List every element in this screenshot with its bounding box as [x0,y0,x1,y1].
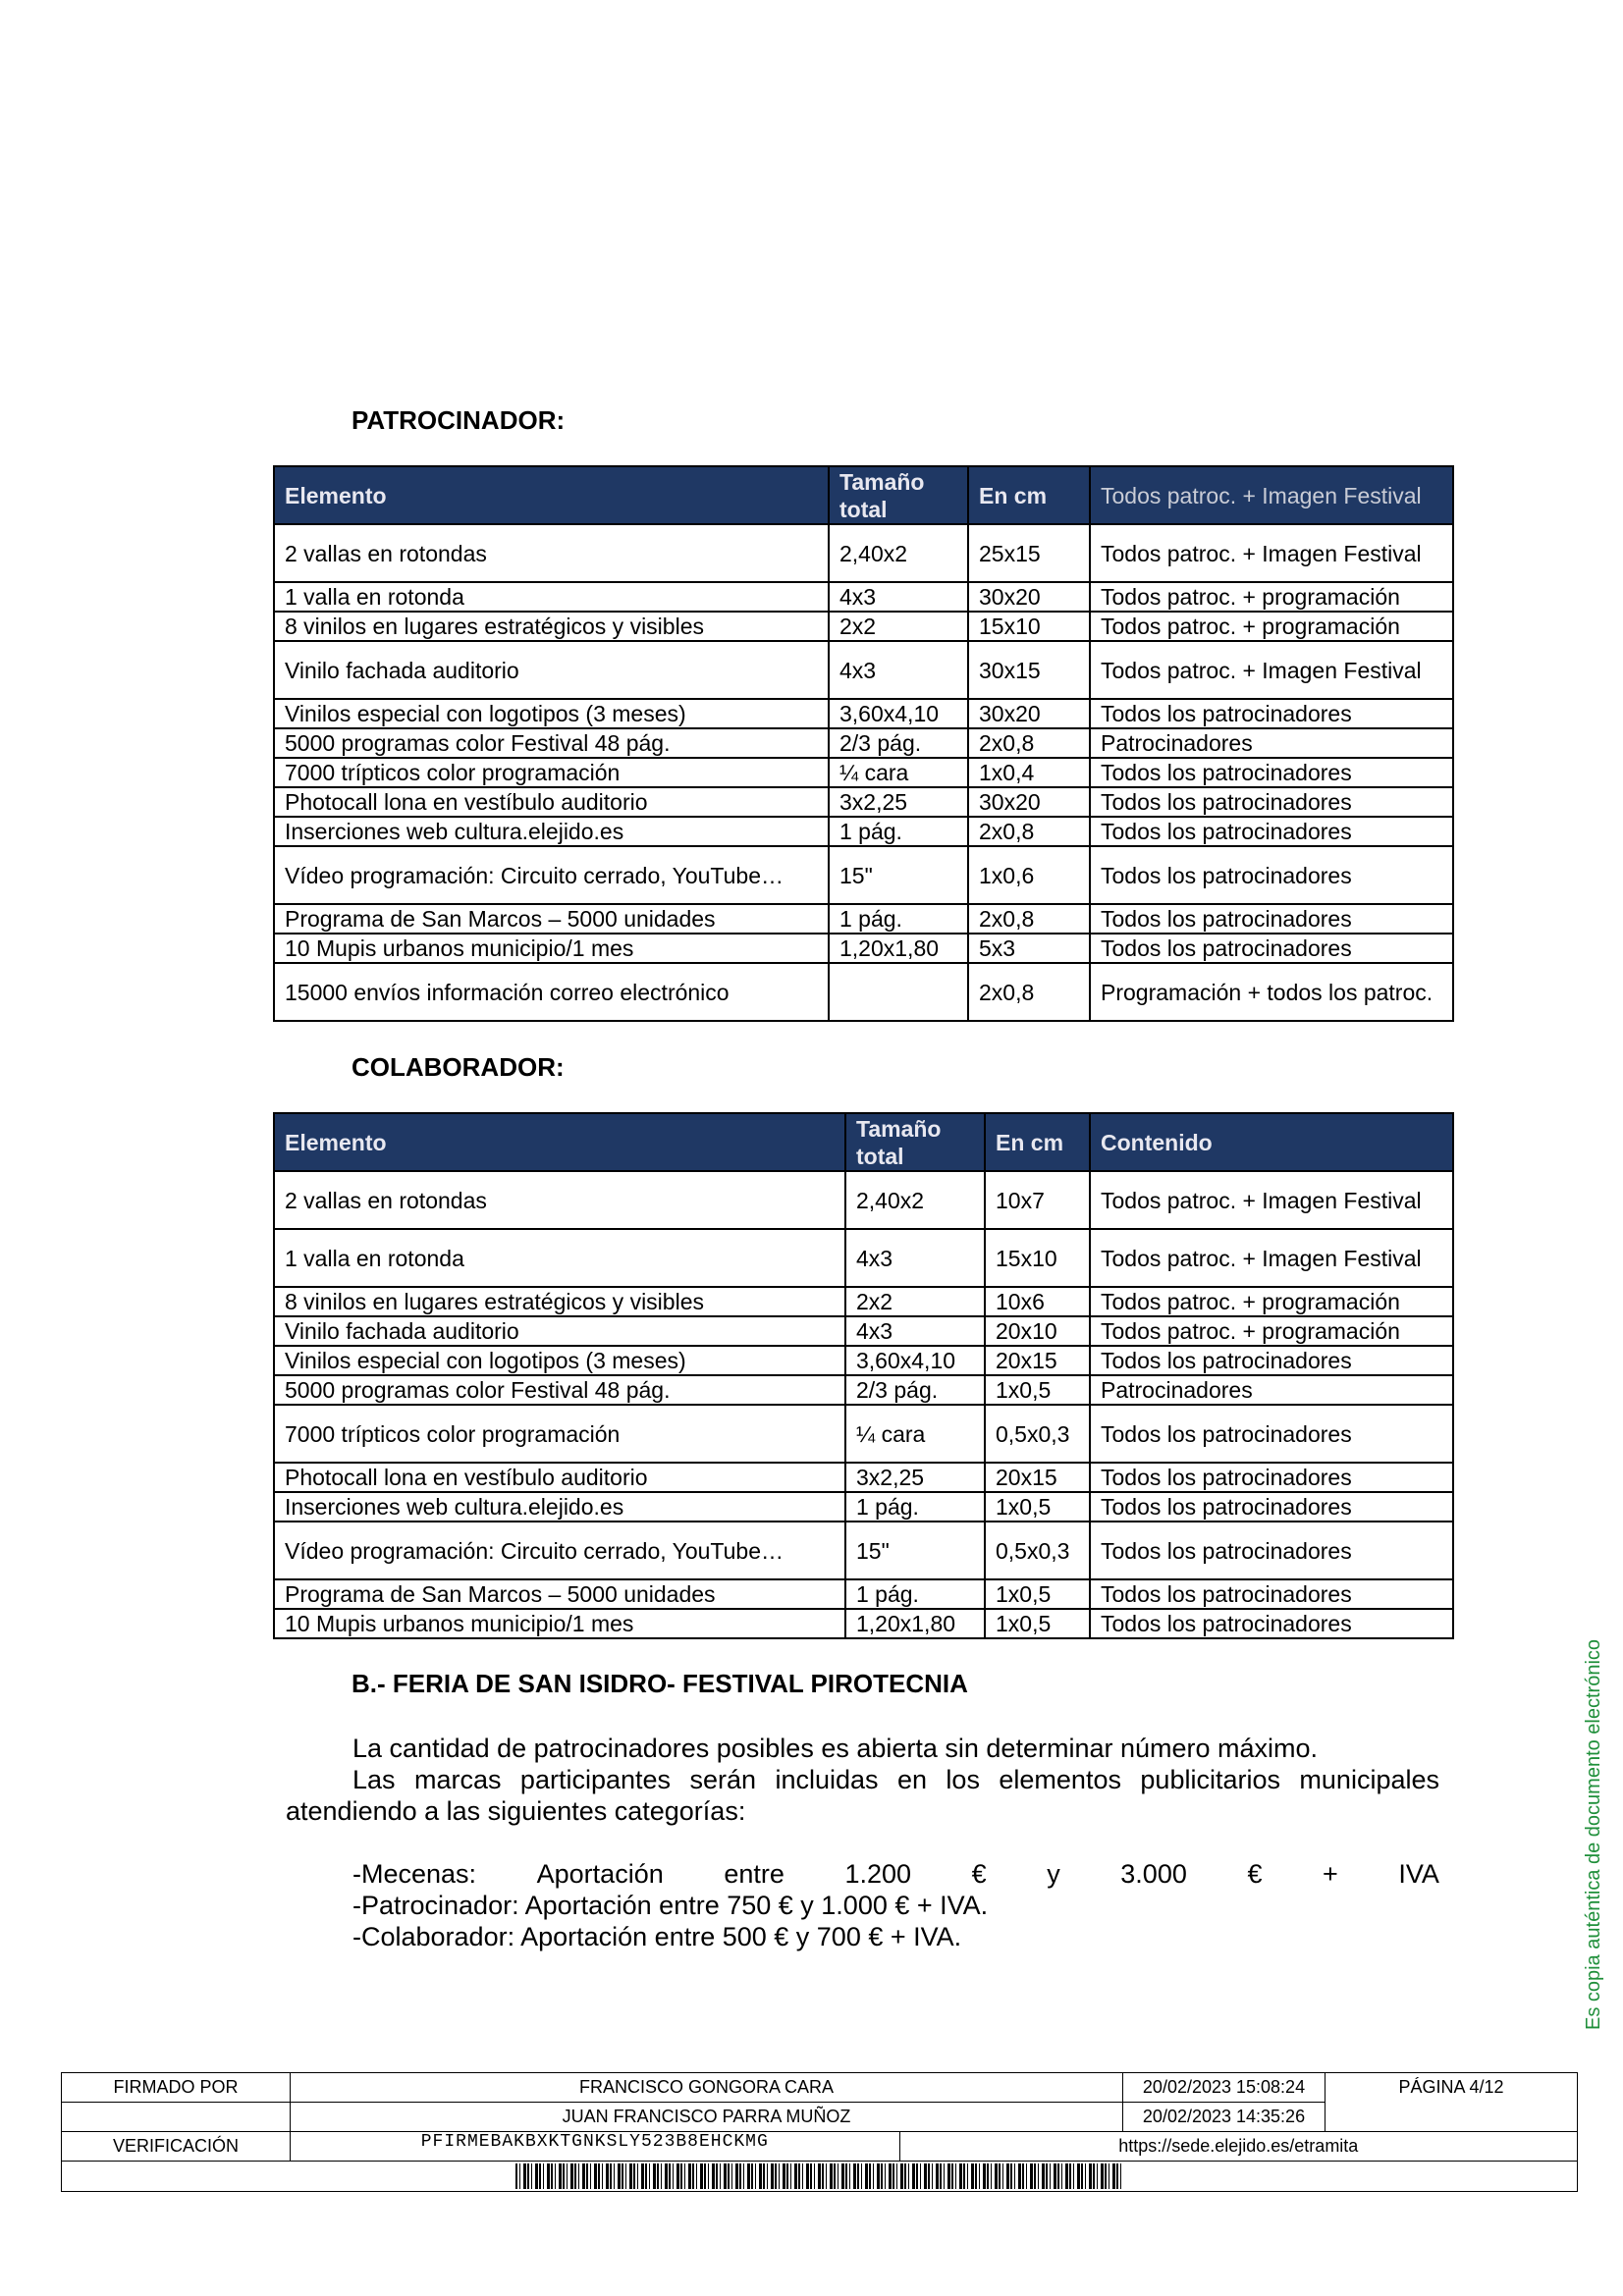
cell-contenido: Todos los patrocinadores [1090,1492,1453,1522]
cell-en-cm: 15x10 [985,1229,1090,1287]
cell-tamano: ¼ cara [845,1405,985,1463]
cell-contenido: Todos los patrocinadores [1090,1579,1453,1609]
firmado-por-label: FIRMADO POR [62,2073,291,2103]
table-row [274,1171,1453,1229]
cell-en-cm: 10x7 [985,1171,1090,1229]
table-row [274,1405,1453,1463]
cell-contenido: Todos los patrocinadores [1090,699,1453,728]
cell-en-cm: 0,5x0,3 [985,1405,1090,1463]
cell-elemento: Photocall lona en vestíbulo auditorio [274,787,829,817]
cell-contenido: Todos patroc. + programación [1090,612,1453,641]
cell-en-cm: 30x15 [968,641,1090,699]
date-2: 20/02/2023 14:35:26 [1123,2103,1325,2132]
table-row [274,612,1453,641]
cell-tamano: ¼ cara [829,758,968,787]
verification-url[interactable]: https://sede.elejido.es/etramita [899,2132,1577,2161]
cell-contenido: Todos los patrocinadores [1090,1522,1453,1579]
cell-contenido: Todos patroc. + Imagen Festival [1090,641,1453,699]
section-b-title: B.- FERIA DE SAN ISIDRO- FESTIVAL PIROTECNIA [352,1669,968,1698]
mecenas-word: € [1247,1859,1263,1889]
cell-en-cm: 2x0,8 [968,963,1090,1021]
cell-tamano: 1 pág. [829,817,968,846]
header-contenido: Todos patroc. + Imagen Festival [1090,466,1453,524]
cell-tamano: 1 pág. [829,904,968,934]
mecenas-word: IVA [1398,1859,1439,1889]
cell-contenido: Todos los patrocinadores [1090,1405,1453,1463]
patrocinador-table [273,465,1454,1022]
cell-elemento: Inserciones web cultura.elejido.es [274,1492,845,1522]
cell-tamano: 1 pág. [845,1492,985,1522]
cell-en-cm: 20x10 [985,1316,1090,1346]
cell-en-cm: 2x0,8 [968,904,1090,934]
table-row [274,1346,1453,1375]
table-row [274,1522,1453,1579]
cell-elemento: 15000 envíos información correo electrónico [274,963,829,1021]
cell-contenido: Todos patroc. + programación [1090,582,1453,612]
cell-elemento: 10 Mupis urbanos municipio/1 mes [274,934,829,963]
header-en-cm: En cm [985,1113,1090,1171]
cell-elemento: Inserciones web cultura.elejido.es [274,817,829,846]
cell-elemento: 2 vallas en rotondas [274,1171,845,1229]
patrocinador-line: -Patrocinador: Aportación entre 750 € y 1.000 € + IVA. [352,1891,989,1920]
paragraph-1: La cantidad de patrocinadores posibles es abierta sin determinar número máximo. [352,1734,1319,1763]
signer-1: FRANCISCO GONGORA CARA [291,2073,1123,2103]
colaborador-table [273,1112,1454,1639]
cell-elemento: 10 Mupis urbanos municipio/1 mes [274,1609,845,1638]
table-row [274,1316,1453,1346]
cell-en-cm: 30x20 [968,699,1090,728]
table-row [274,1287,1453,1316]
cell-elemento: 8 vinilos en lugares estratégicos y visibles [274,1287,845,1316]
cell-en-cm: 15x10 [968,612,1090,641]
table-row [274,1229,1453,1287]
cell-contenido: Patrocinadores [1090,728,1453,758]
cell-elemento: 1 valla en rotonda [274,1229,845,1287]
cell-contenido: Todos los patrocinadores [1090,846,1453,904]
header-elemento: Elemento [274,466,829,524]
cell-tamano: 2x2 [845,1287,985,1316]
cell-contenido: Todos patroc. + Imagen Festival [1090,1229,1453,1287]
cell-contenido: Todos los patrocinadores [1090,787,1453,817]
cell-tamano: 3x2,25 [845,1463,985,1492]
cell-elemento: 7000 trípticos color programación [274,1405,845,1463]
cell-en-cm: 10x6 [985,1287,1090,1316]
header-elemento: Elemento [274,1113,845,1171]
cell-en-cm: 20x15 [985,1346,1090,1375]
mecenas-word: -Mecenas: [352,1859,477,1889]
mecenas-line [286,1858,1439,1890]
cell-en-cm: 1x0,5 [985,1492,1090,1522]
header-contenido: Contenido [1090,1113,1453,1171]
cell-tamano: 3,60x4,10 [845,1346,985,1375]
cell-contenido: Todos los patrocinadores [1090,1609,1453,1638]
cell-en-cm: 1x0,5 [985,1609,1090,1638]
table-row [274,1609,1453,1638]
cell-tamano: 2,40x2 [829,524,968,582]
cell-en-cm: 25x15 [968,524,1090,582]
authentic-copy-note: Es copia auténtica de documento electrónico [1583,1638,1604,2030]
table-row [274,904,1453,934]
table-row [274,787,1453,817]
cell-contenido: Todos los patrocinadores [1090,904,1453,934]
cell-tamano: 2/3 pág. [845,1375,985,1405]
date-1: 20/02/2023 15:08:24 [1123,2073,1325,2103]
cell-contenido: Todos patroc. + Imagen Festival [1090,1171,1453,1229]
table-row [274,1463,1453,1492]
cell-contenido: Todos los patrocinadores [1090,817,1453,846]
table-row [274,524,1453,582]
cell-elemento: Vinilo fachada auditorio [274,1316,845,1346]
table-row [274,1375,1453,1405]
cell-contenido: Todos patroc. + programación [1090,1316,1453,1346]
cell-en-cm: 1x0,5 [985,1375,1090,1405]
cell-tamano: 3,60x4,10 [829,699,968,728]
colaborador-line: -Colaborador: Aportación entre 500 € y 700 € + IVA. [352,1922,962,1951]
verificacion-label: VERIFICACIÓN [62,2132,291,2162]
cell-contenido: Todos los patrocinadores [1090,1346,1453,1375]
colaborador-title: COLABORADOR: [352,1052,565,1082]
header-en-cm: En cm [968,466,1090,524]
header-tamano: Tamaño total [845,1113,985,1171]
cell-elemento: Vinilos especial con logotipos (3 meses) [274,1346,845,1375]
cell-elemento: 1 valla en rotonda [274,582,829,612]
cell-elemento: Vídeo programación: Circuito cerrado, YouTube… [274,1522,845,1579]
cell-tamano: 15" [829,846,968,904]
cell-en-cm: 20x15 [985,1463,1090,1492]
table-row [274,846,1453,904]
cell-elemento: 5000 programas color Festival 48 pág. [274,728,829,758]
table-row [274,641,1453,699]
table-row [274,758,1453,787]
page-number: PÁGINA 4/12 [1325,2073,1578,2132]
cell-en-cm: 0,5x0,3 [985,1522,1090,1579]
cell-elemento: Photocall lona en vestíbulo auditorio [274,1463,845,1492]
mecenas-word: + [1323,1859,1338,1889]
cell-tamano: 4x3 [845,1229,985,1287]
cell-elemento: 5000 programas color Festival 48 pág. [274,1375,845,1405]
table-row [274,1579,1453,1609]
cell-elemento: Vinilo fachada auditorio [274,641,829,699]
cell-en-cm: 30x20 [968,787,1090,817]
cell-tamano: 4x3 [845,1316,985,1346]
cell-contenido: Todos los patrocinadores [1090,934,1453,963]
cell-tamano: 4x3 [829,582,968,612]
table-row [274,934,1453,963]
cell-tamano: 2,40x2 [845,1171,985,1229]
table-row [274,817,1453,846]
mecenas-word: entre [724,1859,784,1889]
cell-en-cm: 2x0,8 [968,817,1090,846]
cell-tamano: 1,20x1,80 [845,1609,985,1638]
cell-elemento: Vídeo programación: Circuito cerrado, YouTube… [274,846,829,904]
cell-contenido: Patrocinadores [1090,1375,1453,1405]
table-row [274,1492,1453,1522]
paragraph-2: Las marcas participantes serán incluidas en los elementos publicitarios municipales atendiendo a las siguientes categorías: [286,1765,1439,1826]
table-row [274,963,1453,1021]
cell-contenido: Todos patroc. + programación [1090,1287,1453,1316]
signer-2: JUAN FRANCISCO PARRA MUÑOZ [291,2103,1123,2132]
cell-en-cm: 1x0,4 [968,758,1090,787]
barcode [515,2163,1124,2189]
cell-elemento: 7000 trípticos color programación [274,758,829,787]
mecenas-word: 1.200 [844,1859,912,1889]
section-b-body [286,1733,1439,1952]
cell-tamano: 2x2 [829,612,968,641]
cell-elemento: 2 vallas en rotondas [274,524,829,582]
cell-en-cm: 5x3 [968,934,1090,963]
header-tamano: Tamaño total [829,466,968,524]
cell-tamano: 2/3 pág. [829,728,968,758]
cell-contenido: Programación + todos los patroc. [1090,963,1453,1021]
cell-contenido: Todos los patrocinadores [1090,1463,1453,1492]
cell-elemento: Programa de San Marcos – 5000 unidades [274,1579,845,1609]
verification-code: PFIRMEBAKBXKTGNKSLY523B8EHCKMG [420,2132,769,2152]
table-row [274,582,1453,612]
table-row [274,699,1453,728]
cell-contenido: Todos los patrocinadores [1090,758,1453,787]
cell-elemento: 8 vinilos en lugares estratégicos y visibles [274,612,829,641]
patrocinador-title: PATROCINADOR: [352,405,566,435]
mecenas-word: y [1047,1859,1060,1889]
cell-tamano: 3x2,25 [829,787,968,817]
cell-elemento: Vinilos especial con logotipos (3 meses) [274,699,829,728]
cell-en-cm: 1x0,5 [985,1579,1090,1609]
cell-tamano: 15" [845,1522,985,1579]
cell-contenido: Todos patroc. + Imagen Festival [1090,524,1453,582]
cell-tamano: 1,20x1,80 [829,934,968,963]
cell-tamano: 4x3 [829,641,968,699]
mecenas-word: Aportación [536,1859,664,1889]
mecenas-word: € [971,1859,987,1889]
cell-tamano: 1 pág. [845,1579,985,1609]
cell-en-cm: 1x0,6 [968,846,1090,904]
signature-box [61,2072,1578,2192]
cell-en-cm: 30x20 [968,582,1090,612]
table-row [274,728,1453,758]
cell-elemento: Programa de San Marcos – 5000 unidades [274,904,829,934]
cell-tamano [829,963,968,1021]
cell-en-cm: 2x0,8 [968,728,1090,758]
mecenas-word: 3.000 [1120,1859,1187,1889]
